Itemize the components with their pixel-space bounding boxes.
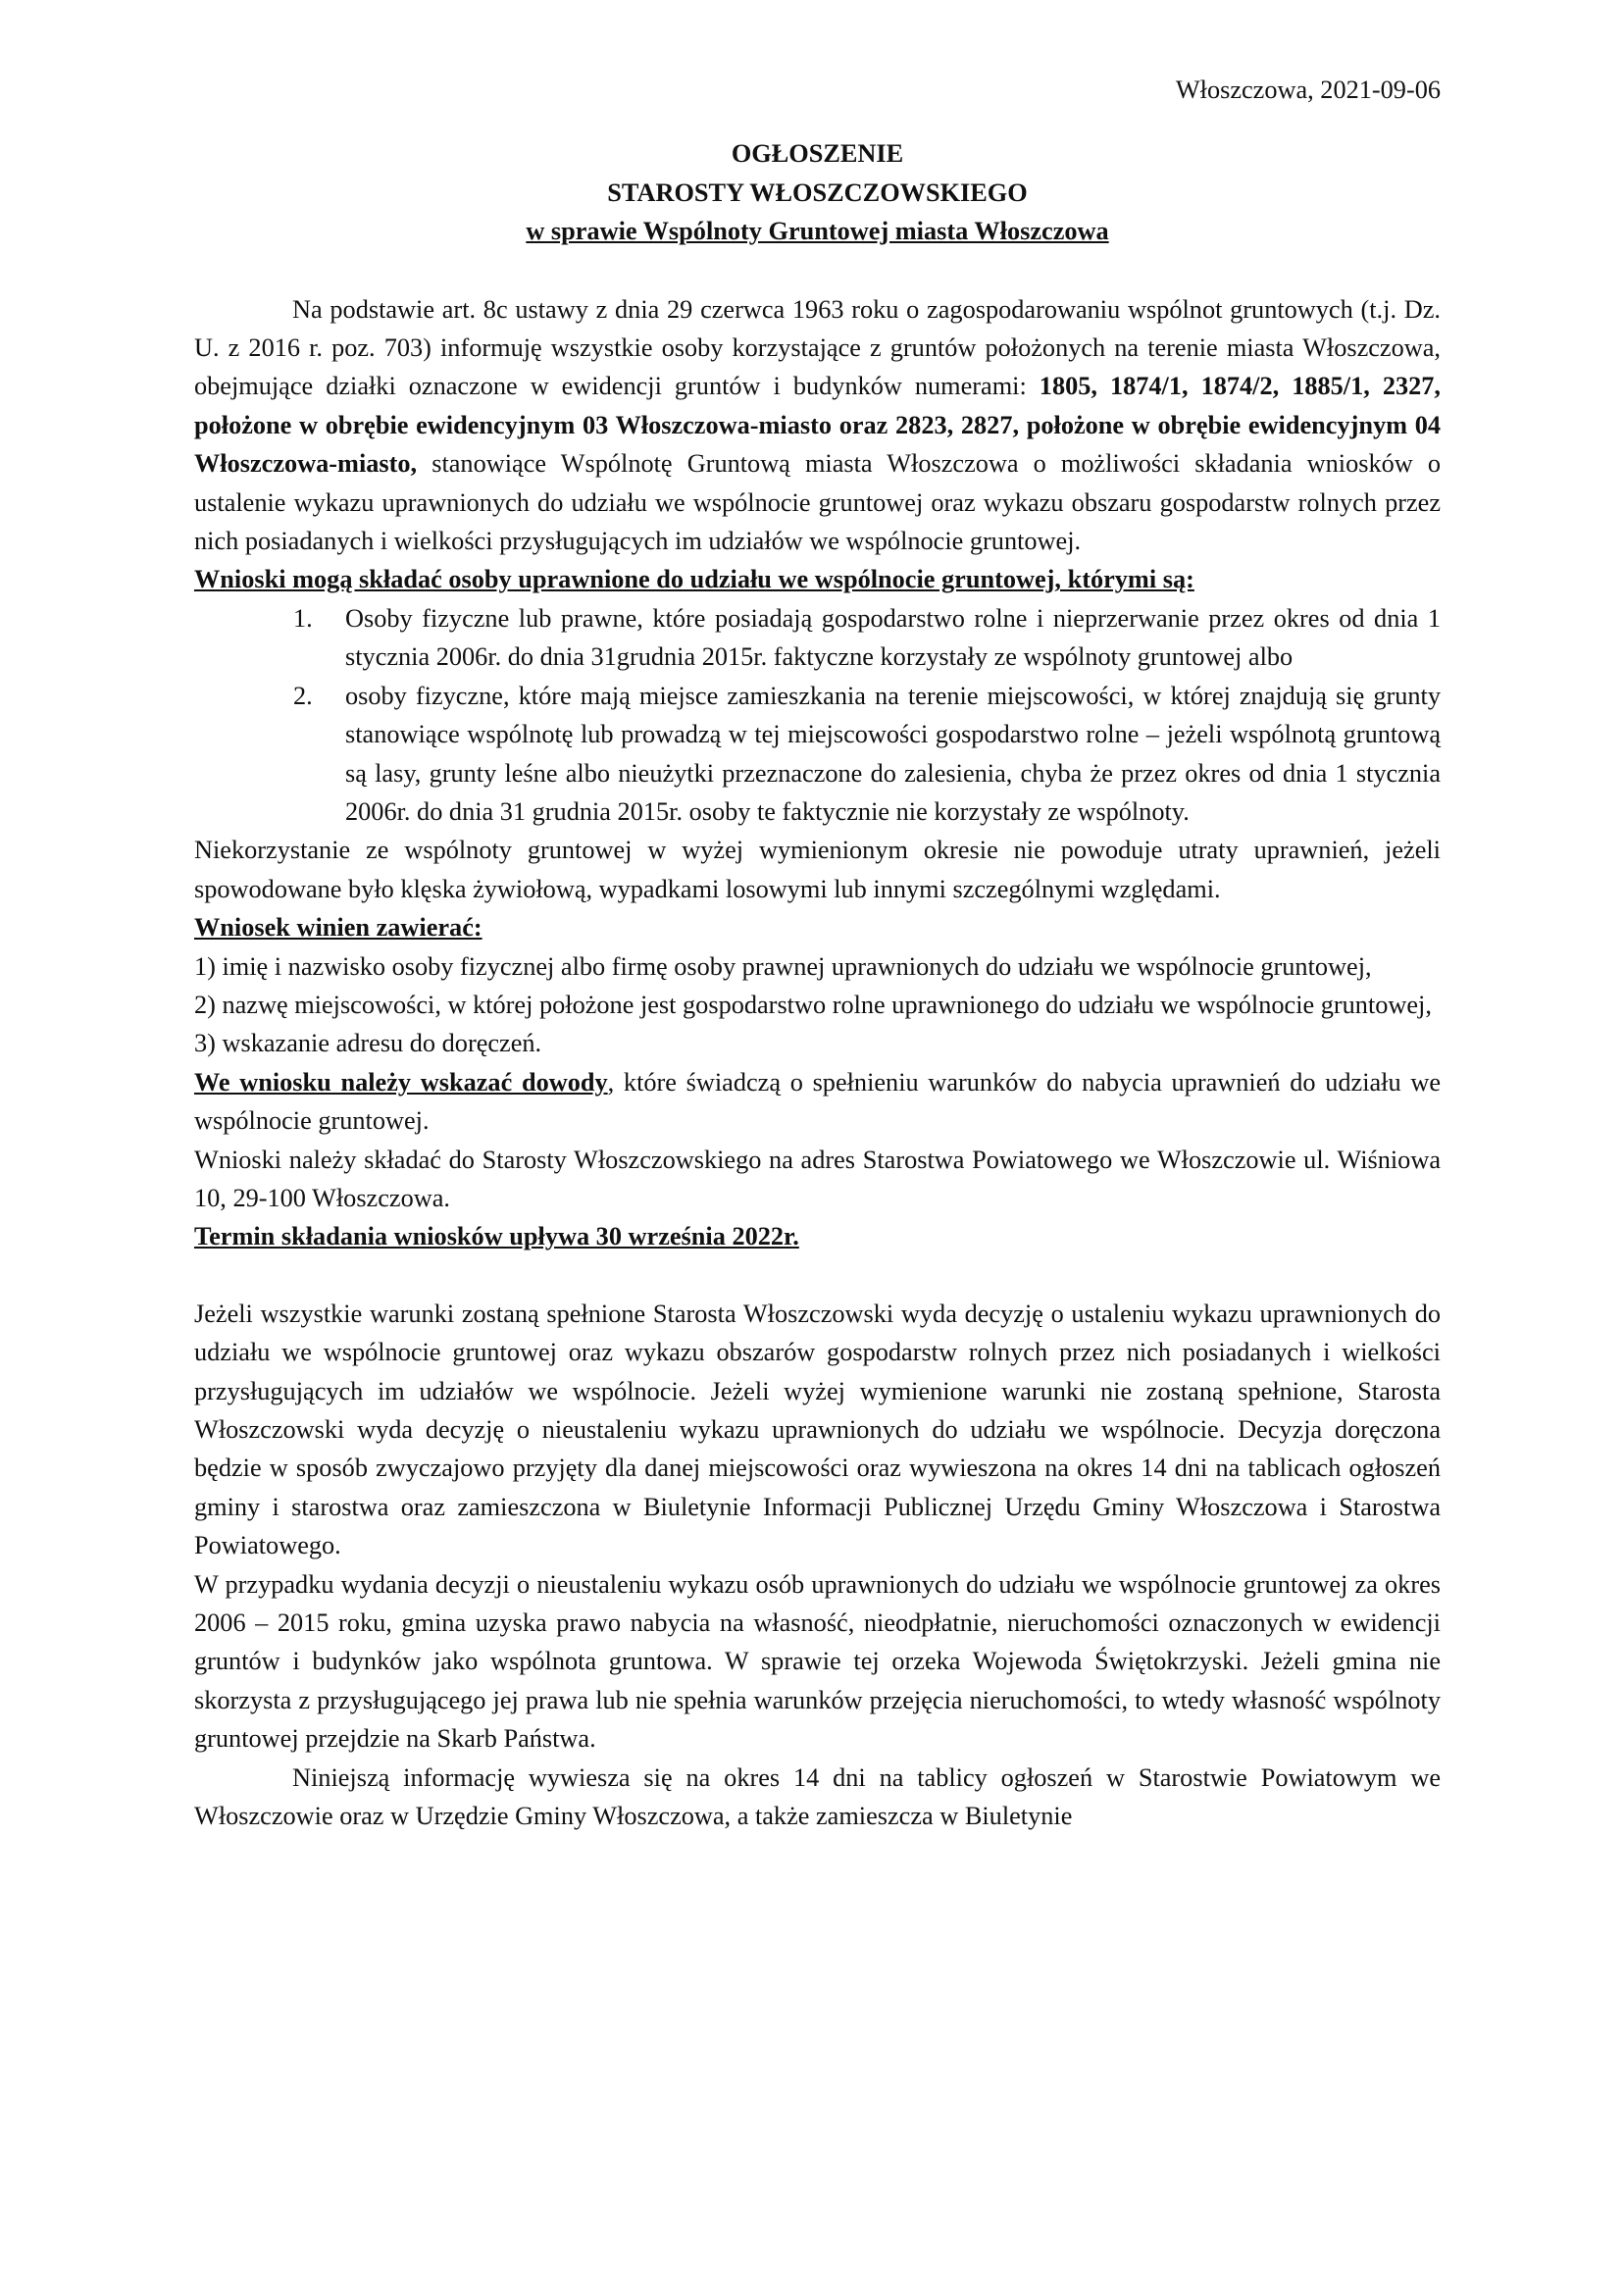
intro-paragraph — [194, 290, 1441, 561]
eligibility-list — [194, 599, 1441, 831]
evidence-paragraph — [194, 1063, 1441, 1141]
evidence-text: , które świadczą o spełnieniu warunków do nabycia uprawnień do udziału we wspólnocie gruntowej. — [194, 1067, 1441, 1136]
intro-text-2: stanowiące Wspólnotę Gruntową miasta Włoszczowa o możliwości składania wniosków o ustalenie wykazu uprawnionych do udziału we wspólnocie gruntowej oraz wykazu obszaru gospodarstw rolnych przez nich posiadanych i wielkości przysługujących im udziałów we wspólnocie gruntowej. — [194, 449, 1441, 556]
decision-paragraph-2: W przypadku wydania decyzji o nieustaleniu wykazu osób uprawnionych do udziału we wspólnocie gruntowej za okres 2006 – 2015 roku, gmina uzyska prawo nabycia na własność, nieodpłatnie, nieruchomości oznaczonych w ewidencji gruntów i budynków jako wspólnota gruntowa. W sprawie tej orzeka Wojewoda Świętokrzyski. Jeżeli gmina nie skorzysta z przysługującego jej prawa lub nie spełnia warunków przejęcia nieruchomości, to wtedy własność wspólnoty gruntowej przejdzie na Skarb Państwa. — [194, 1569, 1441, 1754]
item-number: 2. — [293, 681, 313, 710]
parcel-numbers: 1805, 1874/1, 1874/2, 1885/1, 2327, położone w obrębie ewidencyjnym 03 Włoszczowa-miasto oraz 2823, 2827, położone w obrębie ewidencyjnym 04 Włoszczowa-miasto, — [194, 372, 1441, 479]
deadline-notice: Termin składania wniosków upływa 30 września 2022r. — [194, 1222, 799, 1251]
title-line-3: w sprawie Wspólnoty Gruntowej miasta Włoszczowa — [526, 217, 1109, 246]
paragraph-gap — [194, 1256, 1441, 1295]
title-line-1: OGŁOSZENIE — [731, 139, 904, 169]
eligibility-note: Niekorzystanie ze wspólnoty gruntowej w wyżej wymienionym okresie nie powoduje utraty uprawnień, jeżeli spowodowane było klęska żywiołową, wypadkami losowymi lub innymi szczególnymi względami. — [194, 836, 1441, 903]
application-contents-list — [194, 947, 1441, 1063]
eligibility-item — [293, 599, 1441, 677]
title-block — [194, 134, 1441, 250]
list-item: 2) nazwę miejscowości, w której położone jest gospodarstwo rolne uprawnionego do udziału we wspólnocie gruntowej, — [194, 990, 1432, 1019]
list-item: 1) imię i nazwisko osoby fizycznej albo firmę osoby prawnej uprawnionych do udziału we wspólnocie gruntowej, — [194, 951, 1372, 981]
application-heading: Wniosek winien zawierać: — [194, 913, 482, 943]
eligibility-heading: Wnioski mogą składać osoby uprawnione do udziału we wspólnocie gruntowej, którymi są: — [194, 565, 1194, 594]
intro-text-1: Na podstawie art. 8c ustawy z dnia 29 czerwca 1963 roku o zagospodarowaniu wspólnot gruntowych (t.j. Dz. U. z 2016 r. poz. 703) informuję wszystkie osoby korzystające z gruntów położonych na terenie miasta Włoszczowa, obejmujące działki oznaczone w ewidencji gruntów i budynków numerami: — [194, 294, 1441, 401]
title-line-2: STAROSTY WŁOSZCZOWSKIEGO — [607, 178, 1028, 207]
document-body — [194, 71, 1441, 1835]
submission-address: Wnioski należy składać do Starosty Włoszczowskiego na adres Starostwa Powiatowego we Włoszczowie ul. Wiśniowa 10, 29-100 Włoszczowa. — [194, 1145, 1441, 1212]
list-item: 3) wskazanie adresu do doręczeń. — [194, 1029, 542, 1058]
evidence-emphasis: We wniosku należy wskazać dowody — [194, 1067, 608, 1097]
date-line: Włoszczowa, 2021-09-06 — [1175, 76, 1441, 104]
item-text: Osoby fizyczne lub prawne, które posiadają gospodarstwo rolne i nieprzerwanie przez okres od dnia 1 stycznia 2006r. do dnia 31grudnia 2015r. faktyczne korzystały ze wspólnoty gruntowej albo — [345, 603, 1441, 672]
decision-paragraph-3: Niniejszą informację wywiesza się na okres 14 dni na tablicy ogłoszeń w Starostwie Powiatowym we Włoszczowie oraz w Urzędzie Gminy Włoszczowa, a także zamieszcza w Biuletynie — [194, 1762, 1441, 1831]
decision-paragraph-1: Jeżeli wszystkie warunki zostaną spełnione Starosta Włoszczowski wyda decyzję o ustaleniu wykazu uprawnionych do udziału we wspólnocie gruntowej oraz wykazu obszarów gospodarstw rolnych przez nich posiadanych i wielkości przysługujących im udziałów we wspólnocie. Jeżeli wyżej wymienione warunki nie zostaną spełnione, Starosta Włoszczowski wyda decyzję o nieustaleniu wykazu uprawnionych do udziału we wspólnocie. Decyzja doręczona będzie w sposób zwyczajowo przyjęty dla danej miejscowości oraz wywieszona na okres 14 dni na tablicach ogłoszeń gminy i starostwa oraz zamieszczona w Biuletynie Informacji Publicznej Urzędu Gminy Włoszczowa i Starostwa Powiatowego. — [194, 1299, 1441, 1560]
item-number: 1. — [293, 603, 313, 633]
eligibility-item — [293, 677, 1441, 832]
item-text: osoby fizyczne, które mają miejsce zamieszkania na terenie miejscowości, w której znajdują się grunty stanowiące wspólnotę lub prowadzą w tej miejscowości gospodarstwo rolne – jeżeli wspólnotą gruntową są lasy, grunty leśne albo nieużytki przeznaczone do zalesienia, chyba że przez okres od dnia 1 stycznia 2006r. do dnia 31 grudnia 2015r. osoby te faktycznie nie korzystały ze wspólnoty. — [345, 681, 1441, 826]
